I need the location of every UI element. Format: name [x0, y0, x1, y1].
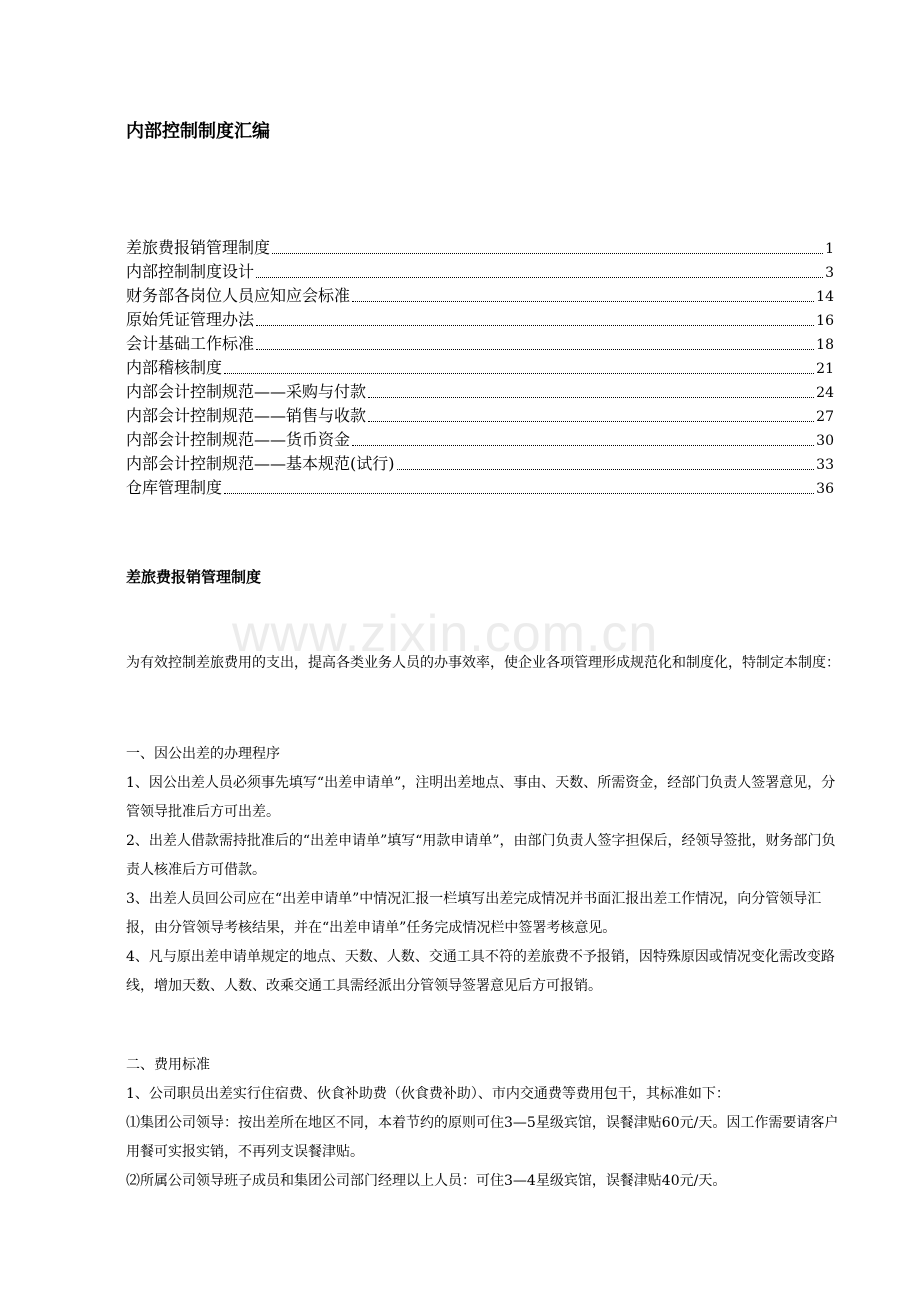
toc-entry[interactable]: [126, 308, 834, 332]
part1-item: 2、出差人借款需持批准后的“出差申请单”填写“用款申请单”，由部门负责人签字担保后，经领导签批，财务部门负责人核准后方可借款。: [126, 833, 836, 878]
toc-entry[interactable]: [126, 428, 834, 452]
document-title: 内部控制制度汇编: [126, 121, 270, 142]
toc-leader-dots: [224, 372, 814, 374]
toc-leader-dots: [352, 300, 814, 302]
toc-entry-page: 27: [816, 409, 834, 425]
part1-item: 4、凡与原出差申请单规定的地点、天数、人数、交通工具不符的差旅费不予报销，因特殊原因或情况变化需改变路线，增加天数、人数、改乘交通工具需经派出分管领导签署意见后方可报销。: [126, 949, 835, 994]
part2-item: 1、公司职员出差实行住宿费、伙食补助费（伙食费补助）、市内交通费等费用包干，其标准如下：: [126, 1086, 730, 1102]
toc-entry[interactable]: [126, 452, 834, 476]
toc-leader-dots: [352, 444, 814, 446]
toc-entry-title: 内部稽核制度: [126, 358, 223, 377]
toc-entry[interactable]: [126, 332, 834, 356]
toc-entry-title: 内部会计控制规范——销售与收款: [126, 406, 367, 425]
toc-entry-title: 内部会计控制规范——基本规范(试行): [126, 454, 395, 473]
toc-entry[interactable]: [126, 356, 834, 380]
part1-item: 1、因公出差人员必须事先填写“出差申请单”，注明出差地点、事由、天数、所需资金，经部门负责人签署意见，分管领导批准后方可出差。: [126, 775, 836, 820]
toc-entry-title: 内部会计控制规范——货币资金: [126, 430, 351, 449]
part2-item: ⑵所属公司领导班子成员和集团公司部门经理以上人员：可住3—4星级宾馆，误餐津贴40元/天。: [126, 1173, 727, 1189]
section-heading: 差旅费报销管理制度: [126, 568, 262, 586]
toc-entry-page: 24: [816, 385, 834, 401]
intro-text: 为有效控制差旅费用的支出，提高各类业务人员的办事效率，使企业各项管理形成规范化和制度化，特制定本制度：: [126, 655, 840, 671]
part1-heading: 一、因公出差的办理程序: [126, 746, 280, 762]
toc-entry-page: 21: [816, 361, 834, 377]
toc-entry[interactable]: [126, 476, 834, 500]
toc-entry[interactable]: [126, 380, 834, 404]
toc-entry-page: 16: [816, 313, 834, 329]
part2-block: [126, 1051, 842, 1196]
toc-leader-dots: [368, 420, 814, 422]
toc-entry-title: 内部控制制度设计: [126, 262, 255, 281]
watermark-text: www.zixin.com.cn: [232, 605, 659, 663]
toc-entry-page: 33: [816, 457, 834, 473]
toc-leader-dots: [368, 396, 814, 398]
toc-entry[interactable]: [126, 404, 834, 428]
toc-leader-dots: [272, 252, 823, 254]
toc-entry-title: 差旅费报销管理制度: [126, 238, 271, 257]
toc-entry-title: 内部会计控制规范——采购与付款: [126, 382, 367, 401]
toc-leader-dots: [224, 492, 814, 494]
toc-entry-title: 原始凭证管理办法: [126, 310, 255, 329]
part2-item: ⑴集团公司领导：按出差所在地区不同，本着节约的原则可住3—5星级宾馆，误餐津贴60元/天。因工作需要请客户用餐可实报实销，不再列支误餐津贴。: [126, 1115, 839, 1160]
toc-entry-page: 14: [816, 289, 834, 305]
table-of-contents: [126, 236, 834, 500]
toc-entry-title: 财务部各岗位人员应知应会标准: [126, 286, 351, 305]
toc-entry-page: 36: [816, 481, 834, 497]
toc-entry[interactable]: [126, 284, 834, 308]
toc-leader-dots: [256, 324, 814, 326]
toc-entry-title: 仓库管理制度: [126, 478, 223, 497]
toc-entry-page: 3: [825, 265, 834, 281]
toc-entry-page: 30: [816, 433, 834, 449]
intro-paragraph: [126, 649, 842, 678]
part2-heading: 二、费用标准: [126, 1057, 210, 1073]
toc-leader-dots: [397, 468, 815, 470]
part1-block: [126, 740, 842, 1001]
toc-entry-page: 18: [816, 337, 834, 353]
toc-entry[interactable]: [126, 236, 834, 260]
toc-entry-title: 会计基础工作标准: [126, 334, 255, 353]
part1-item: 3、出差人员回公司应在“出差申请单”中情况汇报一栏填写出差完成情况并书面汇报出差工作情况，向分管领导汇报，由分管领导考核结果，并在“出差申请单”任务完成情况栏中签署考核意见。: [126, 891, 822, 936]
toc-leader-dots: [256, 348, 814, 350]
toc-entry-page: 1: [825, 241, 834, 257]
toc-entry[interactable]: [126, 260, 834, 284]
toc-leader-dots: [256, 276, 823, 278]
